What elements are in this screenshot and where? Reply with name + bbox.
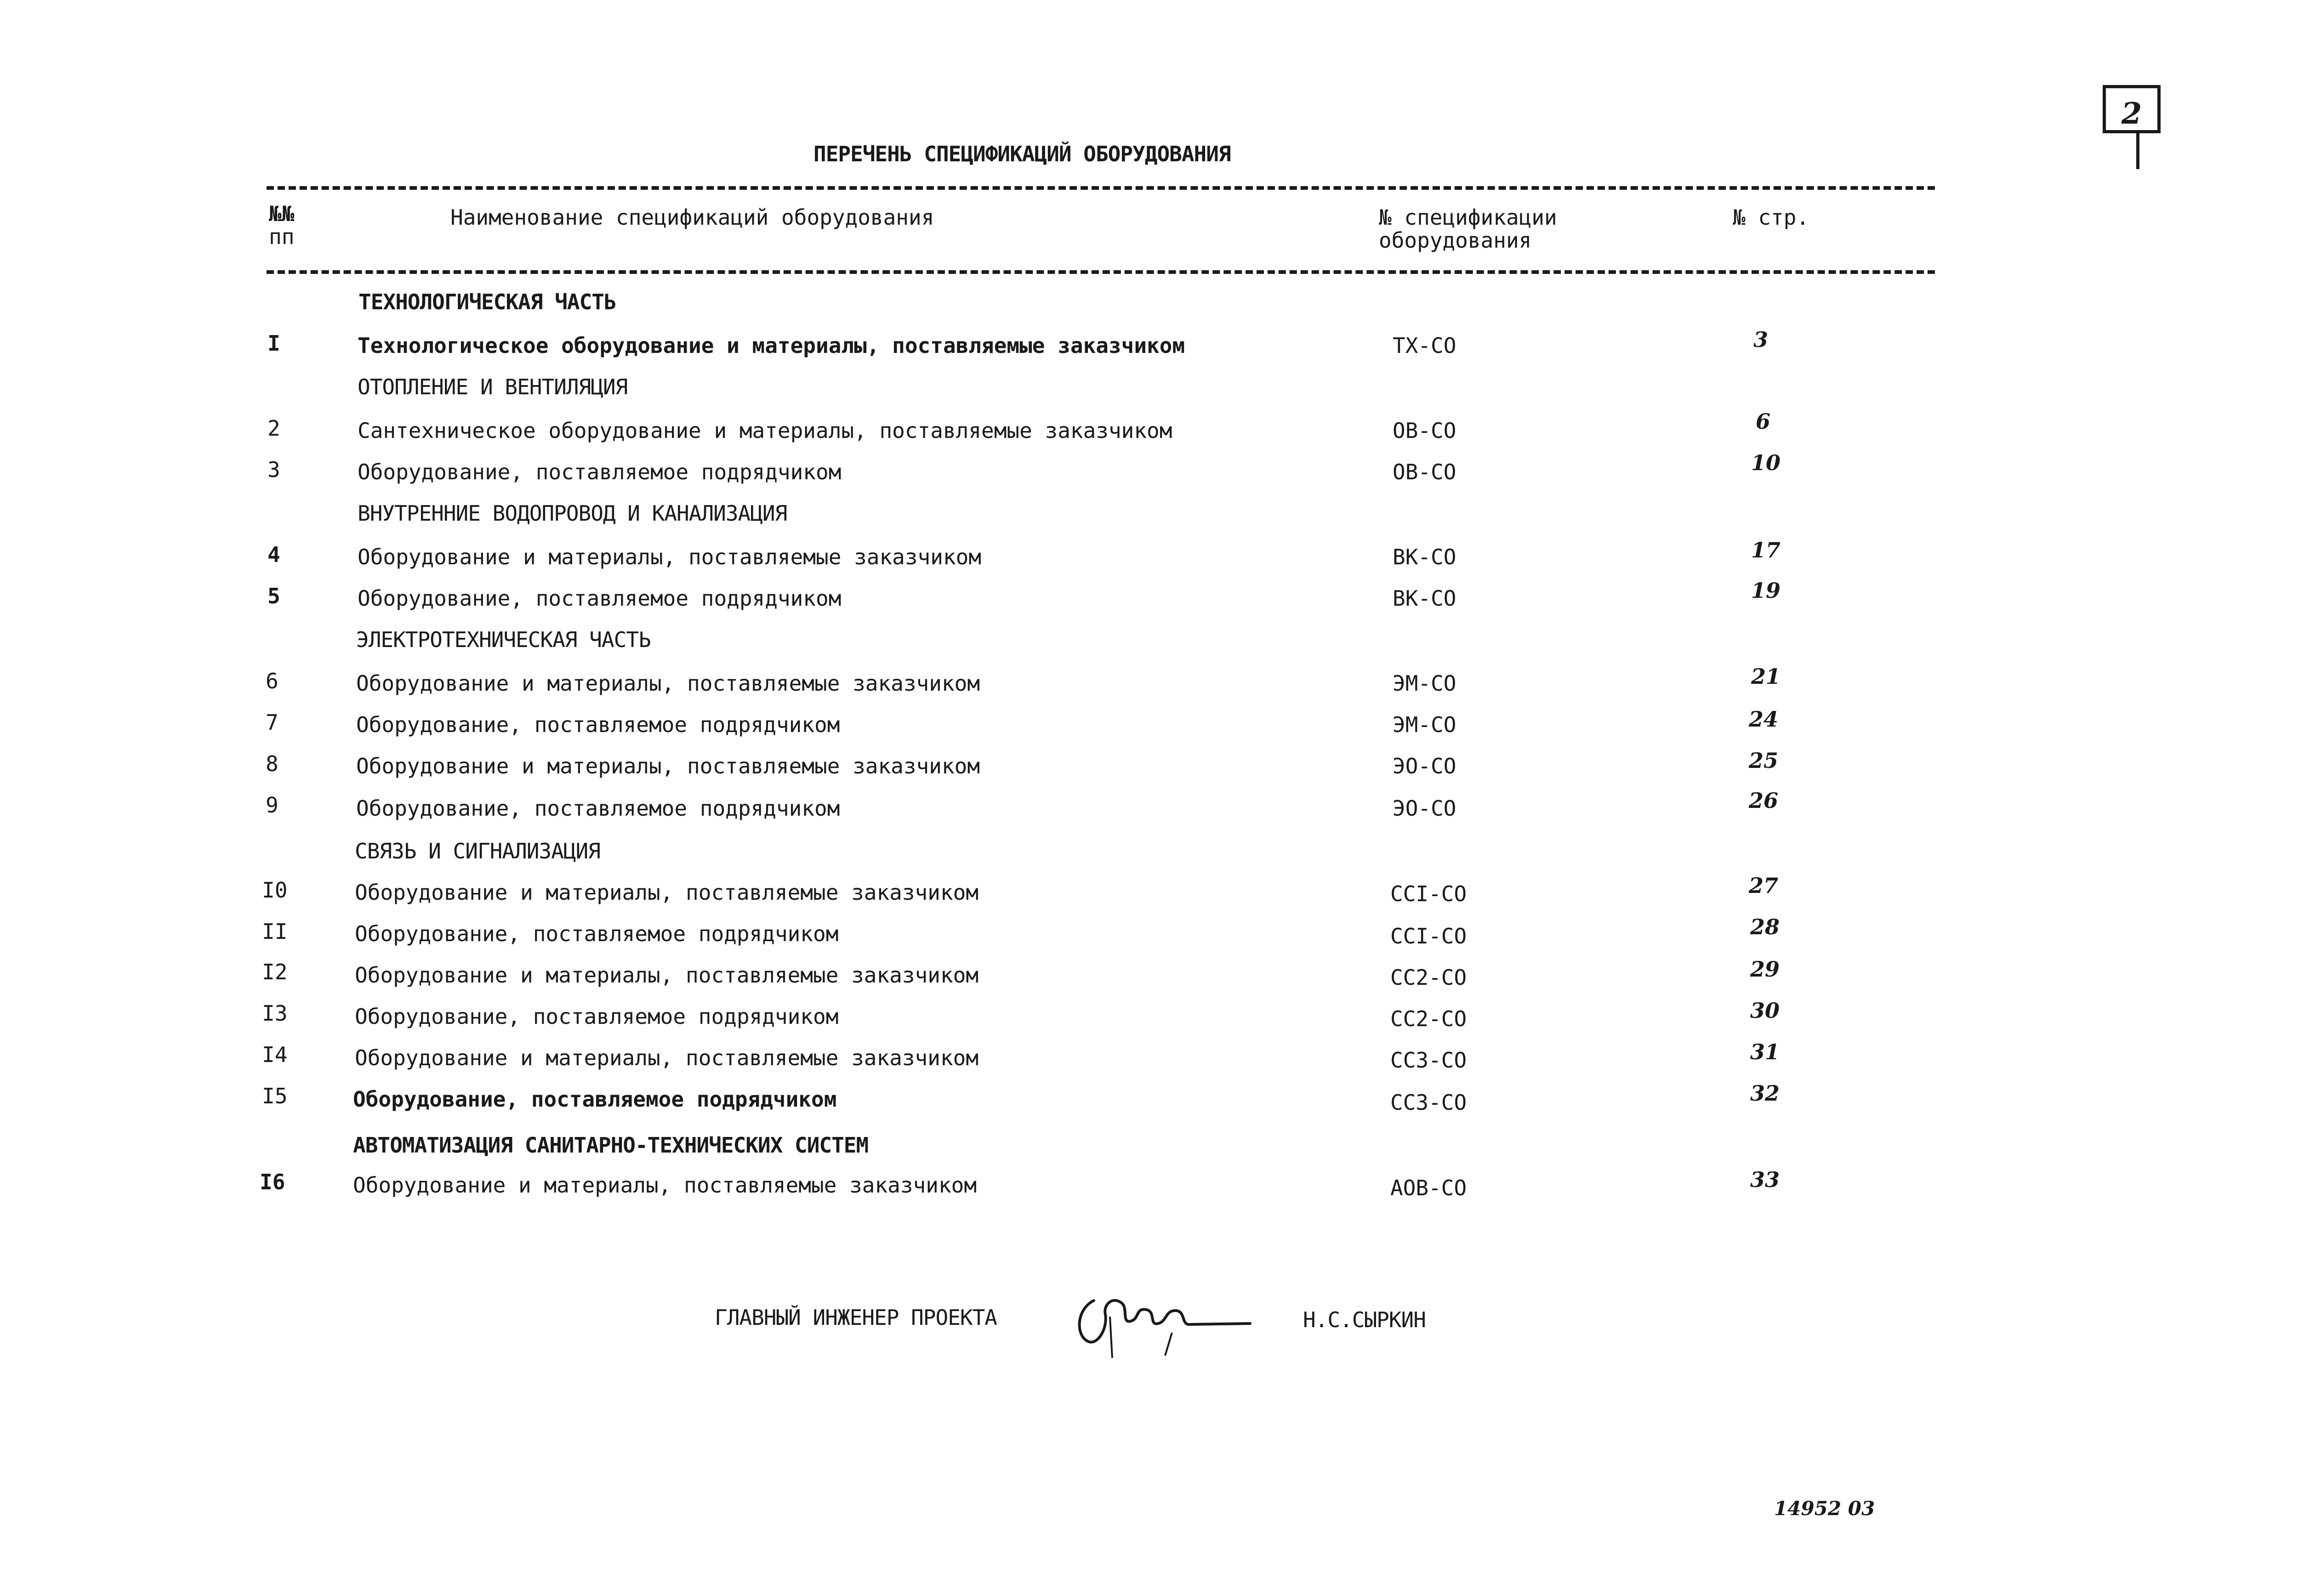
row-name: Оборудование, поставляемое подрядчиком [353, 1087, 837, 1112]
row-spec: ЭО-СО [1393, 796, 1456, 821]
page-title: ПЕРЕЧЕНЬ СПЕЦИФИКАЦИЙ ОБОРУДОВАНИЯ [813, 142, 1231, 166]
section-heading: ОТОПЛЕНИЕ И ВЕНТИЛЯЦИЯ [358, 375, 628, 399]
row-num: 8 [266, 751, 279, 776]
row-page: 25 [1749, 748, 1779, 773]
row-spec: ТХ-СО [1393, 333, 1456, 358]
row-name: Оборудование, поставляемое подрядчиком [358, 460, 842, 484]
row-num: 4 [267, 542, 280, 567]
row-spec: ОВ-СО [1393, 460, 1456, 484]
sheet-number-box [2103, 85, 2161, 133]
sheet-number: 2 [2121, 97, 2142, 131]
row-name: Оборудование и материалы, поставляемые заказчиком [355, 963, 979, 988]
row-spec: АОВ-СО [1390, 1176, 1467, 1200]
row-page: 30 [1750, 998, 1780, 1023]
col-name-header: Наименование спецификаций оборудования [450, 205, 934, 230]
section-heading: ЭЛЕКТРОТЕХНИЧЕСКАЯ ЧАСТЬ [356, 627, 651, 652]
row-page: 32 [1750, 1081, 1780, 1106]
section-heading: ТЕХНОЛОГИЧЕСКАЯ ЧАСТЬ [358, 290, 616, 314]
row-name: Оборудование, поставляемое подрядчиком [356, 712, 840, 737]
row-page: 29 [1750, 957, 1780, 982]
row-spec: СС2-СО [1390, 965, 1467, 990]
row-page: 6 [1756, 409, 1771, 434]
section-heading: ВНУТРЕННИЕ ВОДОПРОВОД И КАНАЛИЗАЦИЯ [358, 501, 787, 526]
row-page: 26 [1749, 788, 1779, 813]
row-num: I3 [262, 1001, 288, 1026]
col-num-header: №№ пп [269, 201, 295, 249]
row-page: 27 [1749, 873, 1779, 898]
row-spec: ССI-СО [1390, 881, 1467, 906]
row-name: Оборудование и материалы, поставляемые заказчиком [353, 1173, 977, 1198]
document-code: 14952 03 [1774, 1497, 1875, 1520]
section-heading: СВЯЗЬ И СИГНАЛИЗАЦИЯ [355, 839, 600, 863]
row-spec: ВК-СО [1393, 586, 1456, 611]
row-name: Оборудование и материалы, поставляемые заказчиком [356, 754, 980, 778]
row-num: I5 [262, 1084, 288, 1108]
row-name: Сантехническое оборудование и материалы, поставляемые заказчиком [358, 418, 1172, 443]
row-spec: СС2-СО [1390, 1006, 1467, 1031]
row-page: 17 [1751, 538, 1781, 562]
row-name: Оборудование и материалы, поставляемые заказчиком [356, 671, 980, 696]
row-spec: ЭМ-СО [1393, 671, 1456, 696]
row-page: 3 [1753, 327, 1769, 352]
section-heading: АВТОМАТИЗАЦИЯ САНИТАРНО-ТЕХНИЧЕСКИХ СИСТЕМ [353, 1133, 869, 1158]
row-name: Оборудование, поставляемое подрядчиком [356, 796, 840, 821]
sheet-number-tick [2136, 132, 2139, 169]
row-spec: СС3-СО [1390, 1048, 1467, 1073]
row-page: 33 [1750, 1167, 1780, 1192]
row-spec: СС3-СО [1390, 1090, 1467, 1115]
row-page: 24 [1749, 707, 1779, 732]
row-page: 28 [1750, 914, 1780, 939]
row-num: 6 [266, 669, 279, 693]
row-spec: ОВ-СО [1393, 418, 1456, 443]
row-page: 10 [1751, 450, 1781, 475]
row-name: Технологическое оборудование и материалы, поставляемые заказчиком [358, 333, 1185, 358]
row-page: 31 [1750, 1039, 1780, 1064]
row-num: I4 [262, 1042, 288, 1067]
row-num: I [267, 331, 280, 356]
header-bottom-rule [267, 270, 1935, 274]
header-top-rule [267, 186, 1935, 190]
row-name: Оборудование, поставляемое подрядчиком [358, 586, 842, 611]
row-spec: ССI-СО [1390, 924, 1467, 949]
row-page: 21 [1751, 664, 1781, 689]
signature-name: Н.С.СЫРКИН [1303, 1307, 1426, 1332]
row-num: 2 [267, 416, 280, 441]
row-num: I6 [260, 1170, 285, 1194]
row-name: Оборудование и материалы, поставляемые заказчиком [355, 880, 979, 905]
handwritten-signature-icon [1066, 1282, 1259, 1360]
row-name: Оборудование и материалы, поставляемые заказчиком [358, 545, 982, 569]
row-num: 5 [267, 584, 280, 608]
row-spec: ЭО-СО [1393, 754, 1456, 778]
row-num: I2 [262, 960, 288, 984]
row-spec: ЭМ-СО [1393, 712, 1456, 737]
row-name: Оборудование, поставляемое подрядчиком [355, 1004, 839, 1029]
col-page-header: № стр. [1733, 205, 1809, 230]
row-spec: ВК-СО [1393, 545, 1456, 569]
row-num: I0 [262, 878, 288, 903]
row-num: 9 [266, 793, 279, 818]
signature-role: ГЛАВНЫЙ ИНЖЕНЕР ПРОЕКТА [715, 1305, 997, 1330]
col-spec-header: № спецификации оборудования [1379, 205, 1557, 253]
row-num: 7 [266, 710, 279, 735]
row-page: 19 [1751, 578, 1781, 603]
row-num: II [262, 919, 288, 944]
row-name: Оборудование и материалы, поставляемые заказчиком [355, 1045, 979, 1070]
row-name: Оборудование, поставляемое подрядчиком [355, 921, 839, 946]
row-num: 3 [267, 457, 280, 482]
